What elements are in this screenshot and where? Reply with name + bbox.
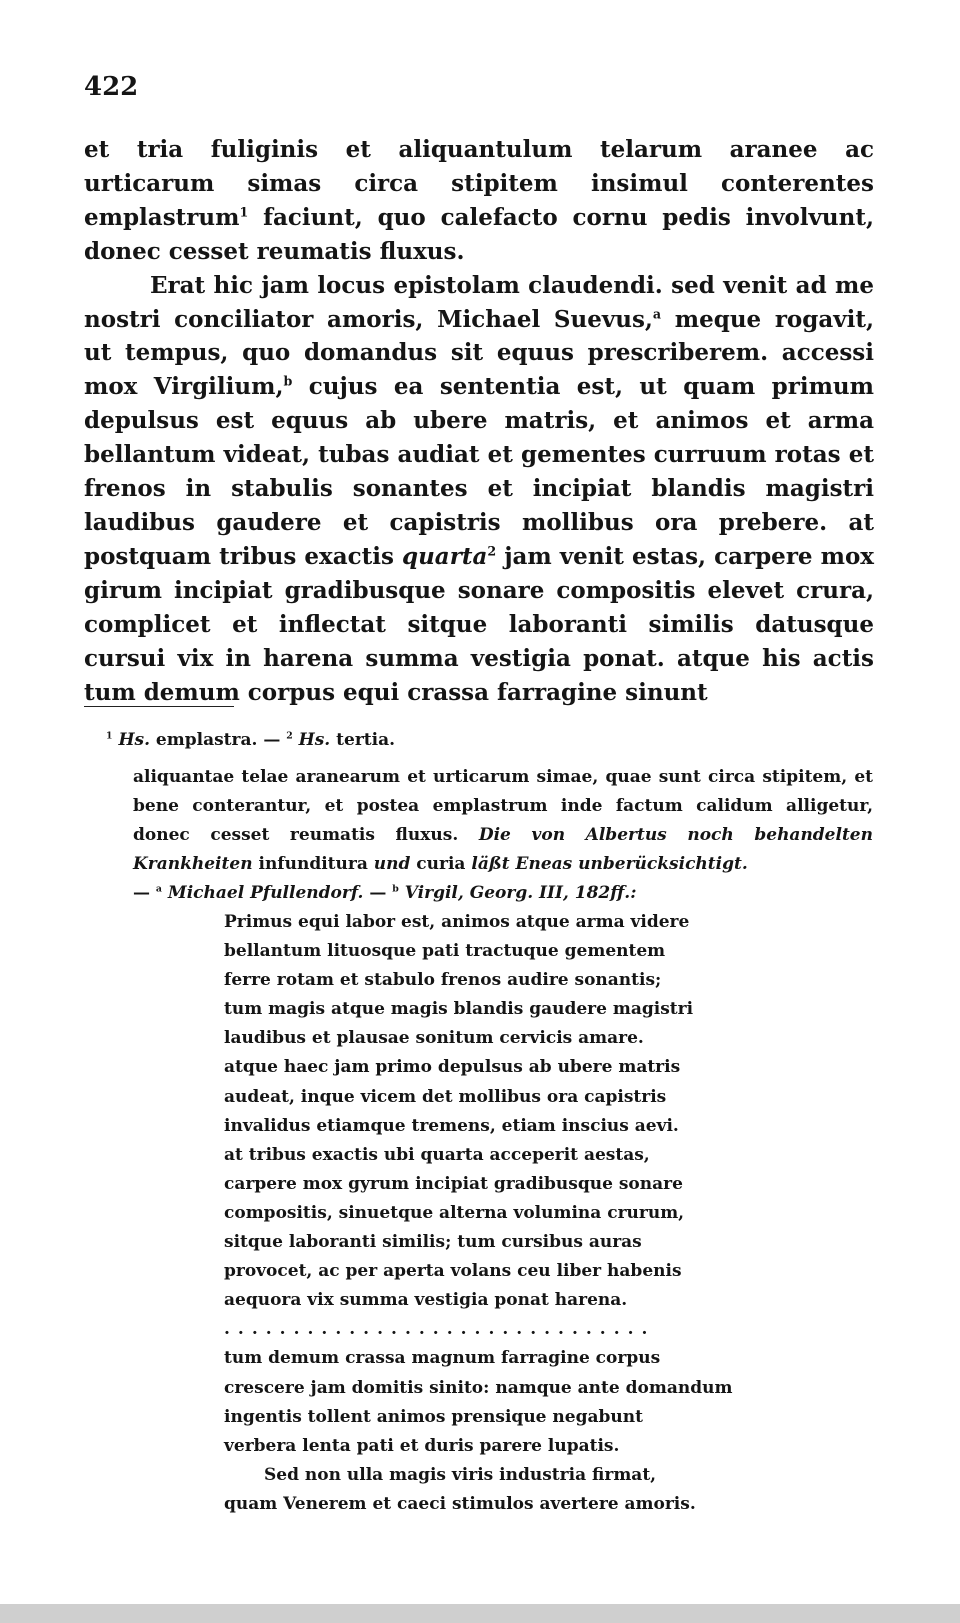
verse-line: atque haec jam primo depulsus ab ubere matris [224, 1057, 681, 1078]
verse-line: quam Venerem et caeci stimulos avertere amoris. [224, 1493, 696, 1514]
verse-line: crescere jam domitis sinito: namque ante domandum [224, 1377, 733, 1398]
main-text-segment: jam venit estas, carpere mox girum incipiat gradibusque sonare compositis elevet crura, complicet et inflectat sitque laboranti similis datusque cursui vix in harena summa vestigia ponat. atque his actis tum demum corpus equi crassa farragine sinunt [84, 542, 875, 706]
footnote-ms-abbrev: Hs. [118, 730, 150, 750]
verse-line: ferre rotam et stabulo frenos audire sonantis; [224, 970, 662, 991]
verse-line: ingentis tollent animos prensique negabunt [224, 1406, 643, 1427]
main-text-segment: Erat hic jam locus epistolam claudendi. sed venit ad me nostri conciliator amoris, Michael Suevus, [84, 271, 874, 333]
verse-line: laudibus et plausae sonitum cervicis amare. [224, 1028, 644, 1049]
note-text: curia [410, 854, 472, 874]
ellipsis-dots: ............................... [224, 1319, 656, 1340]
footnote-separator [84, 706, 234, 707]
main-text-segment: meque rogavit, ut tempus, quo domandus sit equus prescriberem. accessi mox Virgilium, [84, 305, 874, 401]
footnote-ref-2: 2 [487, 543, 497, 559]
commentary-paragraph [133, 763, 873, 908]
footnote-text: tertia. [330, 730, 396, 750]
note-dash: — [133, 883, 156, 903]
verse-line: carpere mox gyrum incipiat gradibusque sonare [224, 1173, 683, 1194]
footnote-ref-1: 1 [239, 204, 249, 220]
page-number: 422 [84, 72, 139, 102]
note-text: aliquantae telae aranearum et urticarum simae, quae sunt circa stipitem, et bene conterantur, et postea emplastrum inde factum calidum alligetur, donec cesset reumatis fluxus. [133, 767, 873, 845]
main-text [84, 133, 874, 709]
note-italic: und [373, 854, 411, 874]
note-italic: läßt Eneas unberücksichtigt. [471, 854, 748, 874]
textual-footnotes [106, 730, 395, 750]
verse-quotation [224, 908, 732, 1519]
verse-line: tum magis atque magis blandis gaudere magistri [224, 999, 694, 1020]
footnote-ref-b: b [283, 373, 293, 389]
verse-line: at tribus exactis ubi quarta acceperit aestas, [224, 1144, 650, 1165]
scan-edge [0, 1604, 960, 1623]
italic-word: quarta [402, 542, 488, 570]
main-paragraph-1 [84, 133, 874, 269]
verse-line: invalidus etiamque tremens, etiam inscius aevi. [224, 1115, 679, 1136]
note-citation: Virgil, Georg. III, 182ff.: [398, 883, 637, 903]
note-italic: Michael Pfullendorf. [161, 883, 364, 903]
verse-line: compositis, sinuetque alterna volumina crurum, [224, 1202, 685, 1223]
verse-line: audeat, inque vicem det mollibus ora capistris [224, 1086, 667, 1107]
footnote-ms-abbrev: Hs. [298, 730, 331, 750]
note-dash: — [363, 883, 393, 903]
note-mark-a: a [155, 883, 162, 895]
footnote-mark-2: 2 [286, 730, 293, 742]
commentary-note [133, 763, 873, 908]
main-paragraph-2 [84, 269, 874, 710]
note-italic: Die von Albertus noch behandelten Krankheiten [133, 825, 873, 874]
verse-line: aequora vix summa vestigia ponat harena. [224, 1290, 628, 1311]
note-text: infunditura [252, 854, 374, 874]
verse-line: bellantum lituosque pati tractuque gementem [224, 941, 666, 962]
main-text-segment: cujus ea sententia est, ut quam primum depulsus est equus ab ubere matris, et animos et arma bellantum videat, tubas audiat et gementes curruum rotas et frenos in stabulis sonantes et incipiat blandis magistri laudibus gaudere et capistris mollibus ora prebere. at postquam tribus exactis [84, 373, 874, 570]
main-text-segment: et tria fuliginis et aliquantulum telarum aranee ac urticarum simas circa stipitem insimul conterentes emplastrum [84, 136, 874, 231]
footnote-mark-1: 1 [106, 730, 113, 742]
footnote-text: emplastra. — [150, 730, 287, 750]
footnote-ref-a: a [652, 305, 662, 321]
verse-line: verbera lenta pati et duris parere lupatis. [224, 1435, 620, 1456]
main-text-segment: faciunt, quo calefacto cornu pedis involvunt, donec cesset reumatis fluxus. [84, 203, 874, 265]
verse-line: tum demum crassa magnum farragine corpus [224, 1348, 661, 1369]
verse-line: Sed non ulla magis viris industria firmat, [264, 1464, 657, 1485]
verse-line: provocet, ac per aperta volans ceu liber habenis [224, 1261, 682, 1282]
note-mark-b: b [392, 883, 399, 895]
verse-line: sitque laboranti similis; tum cursibus auras [224, 1232, 642, 1253]
verse-line: Primus equi labor est, animos atque arma videre [224, 912, 690, 932]
